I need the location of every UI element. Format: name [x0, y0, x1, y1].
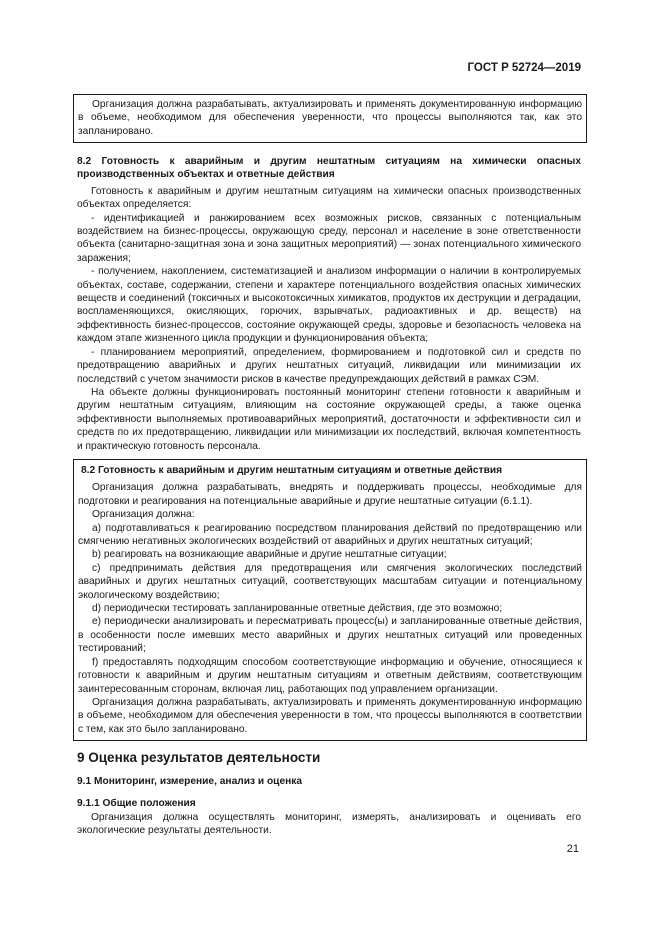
iso-quote-box-8-1 — [73, 94, 587, 143]
list-item: - идентификацией и ранжированием всех возможных рисков, связанных с потенциальным воздействием на бизнес-процессы, окружающую среду, персонал и население в зоне ответственности объекта (санитарно-защитная зона и зона защитных мероприятий) — зонах потенциального химического заражения; — [77, 212, 581, 264]
box-heading: 8.2 Готовность к аварийным и другим нештатным ситуациям и ответные действия — [81, 465, 503, 476]
section-9 — [77, 749, 581, 838]
subsection-heading: 9.1 Мониторинг, измерение, анализ и оценка — [77, 776, 303, 787]
list-item: - получением, накоплением, систематизацией и анализом информации о наличии в контролируемых объектах, составе, содержании, степени и характере потенциального воздействия опасных химических веществ и соединений (токсичных и высокотоксичных химикатов, продуктов их деструкции и деградации, воспламеняющихся, окисляющих, горючих, взрывчатых, радиоактивных и др. веществ) на эффективность бизнес-процессов, состояние окружающей среды, здоровье и безопасность человека на каждом этапе жизненного цикла продукции и функционирования объекта; — [77, 266, 581, 345]
list-item: - планированием мероприятий, определением, формированием и подготовкой сил и средств по предотвращению аварийных и других нештатных ситуаций, ликвидации или минимизации их последствий с учетом значимости рисков в качестве предупреждающих действий в рамках СЭМ. — [77, 346, 581, 385]
list-item: b) реагировать на возникающие аварийные и другие нештатные ситуации; — [92, 549, 447, 561]
page-number: 21 — [566, 843, 579, 855]
paragraph: Организация должна разрабатывать, актуализировать и применять документированную информацию в объеме, необходимом для обеспечения уверенности в том, что процессы выполняются в соответствии с тем, как это было запланировано. — [78, 696, 582, 735]
list-item: c) предпринимать действия для предотвращения или смягчения экологических последствий аварийных и других нештатных ситуаций, соответствующих масштабам ситуации и потенциальному экологическому воздействию; — [78, 562, 582, 601]
paragraph: Организация должна разрабатывать, актуализировать и применять документированную информацию в объеме, необходимом для обеспечения уверенности, что процессы выполняются так, как это запланировано. — [78, 99, 582, 137]
paragraph: На объекте должны функционировать постоянный мониторинг степени готовности к аварийным и другим нештатным ситуациям, влияющим на состояние окружающей среды, а также оценка эффективности выполняемых противоаварийных мероприятий, достаточности и эффективности сил и средств по их предотвращению, ликвидации или минимизации их последствий, включая компетентность и практическую готовность персонала. — [77, 386, 581, 452]
section-heading: 8.2 Готовность к аварийным и другим нештатным ситуациям на химически опасных производственных объектах и ответные действия — [77, 156, 581, 181]
section-heading: 9 Оценка результатов деятельности — [77, 750, 321, 765]
list-item: d) периодически тестировать запланированные ответные действия, где это возможно; — [92, 603, 503, 615]
paragraph: Готовность к аварийным и другим нештатным ситуациям на химически опасных производственных объектах определяется: — [77, 185, 581, 211]
paragraph: Организация должна разрабатывать, внедрять и поддерживать процессы, необходимые для подготовки и реагирования на потенциальные аварийные и другие нештатные ситуации (6.1.1). — [78, 482, 582, 507]
list-item: f) предоставлять подходящим способом соответствующие информацию и обучение, относящиеся к готовности к аварийным и другим нештатным ситуациям и ответным действиям, соответствующим заинтересованным сторонам, включая лиц, работающих под управлением организации. — [78, 656, 582, 695]
paragraph: Организация должна: — [92, 509, 195, 521]
subsubsection-heading: 9.1.1 Общие положения — [77, 798, 196, 810]
document-id-header: ГОСТ Р 52724—2019 — [467, 62, 581, 74]
section-8-2-chemical — [77, 155, 581, 453]
iso-quote-box-8-2 — [73, 459, 587, 741]
paragraph: Организация должна осуществлять мониторинг, измерять, анализировать и оценивать его экологические результаты деятельности. — [77, 811, 581, 837]
list-item: a) подготавливаться к реагированию посредством планирования действий по предотвращению или смягчению негативных экологических воздействий от аварийных и других нештатных ситуаций; — [78, 522, 582, 548]
list-item: e) периодически анализировать и пересматривать процесс(ы) и запланированные ответные действия, в особенности после имевших место аварийных и других нештатных ситуаций или проведенных тестирований; — [78, 616, 582, 655]
